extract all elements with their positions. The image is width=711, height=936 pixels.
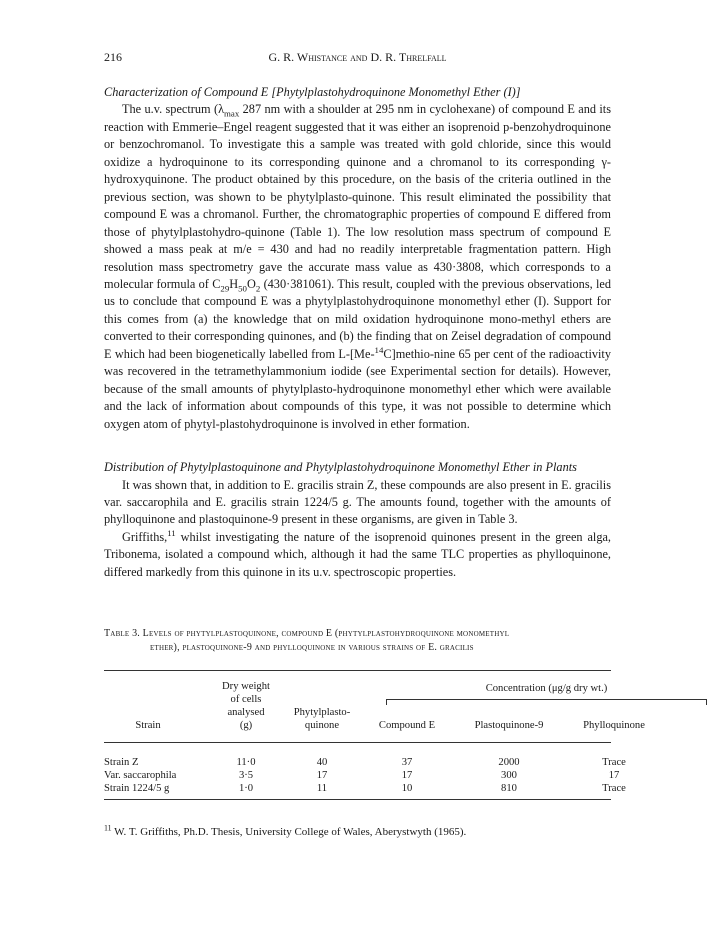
header-phytylplastoquinone: Phytylplasto- quinone — [293, 707, 351, 731]
concentration-brace — [386, 699, 707, 708]
cell-compound-e: 37 — [401, 757, 413, 768]
cell-compound-e: 10 — [401, 783, 413, 794]
header-plastoquinone-9: Plastoquinone-9 — [474, 720, 544, 731]
article-body — [104, 84, 611, 581]
paragraph-characterization: The u.v. spectrum ($\lambda_{max}$ 287 nm with a shoulder at 295 nm in cyclohexane) of compound E and its reaction with Emmerie–Engel reagent suggested that it was either an isoprenoid p-benzohydroquinone or benzochromanol. To investigate this a sample was treated with gold chloride, since this would oxidize a hydroquinone to its corresponding quinone and a chromanol to its corresponding γ-hydroxyquinone. The product obtained by this procedure, on the basis of the criteria outlined in the previous section, was shown to be phytylplasto-quinone. This result eliminated the possibility that compound E was a chromanol. Further, the chromatographic properties of compound E differed from those of phytylplastohydro-quinone (Table 1). The low resolution mass spectrum of compound E showed a mass peak at m/e = 430 and had no readily interpretable fragmentation pattern. High resolution mass spectrometry gave the accurate mass value as 430·3808, which corresponds to a molecular formula of $C_{29}H_{50}O_2$ (430·381061). This result, coupled with the previous observations, led us to conclude that compound E was a phytylplastohydroquinone monomethyl ether (I). Support for this comes from (a) the knowledge that on mild oxidation hydroquinone mono-methyl ethers are converted to their corresponding quinones, and (b) the finding that on Zeisel degradation of compound E which had been biogenetically labelled from L-[Me-$^{14}$C]methio-nine 65 per cent of the radioactivity was recovered in the tetramethylammonium iodide (see Experimental section for details). However, because of the small amounts of phytylplasto-hydroquinone monomethyl ether which were available and the lack of information about compounds of this type, it was not possible to determine which oxygen atom of phytyl-plastohydroquinone is involved in ether formation. — [104, 102, 612, 431]
running-head: G. R. Whistance and D. R. Threlfall — [268, 50, 447, 64]
table-header-rule — [104, 742, 611, 743]
table-top-rule — [104, 670, 611, 671]
page-number: 216 — [104, 50, 122, 64]
paragraph-griffiths: Griffiths,$^{11}$ whilst investigating the nature of the isoprenoid quinones present in the green alga, Tribonema, isolated a compound which, although it had the same TLC properties as phylloquinone, differed markedly from this quinone in its u.v. spectroscopic properties. — [104, 527, 611, 579]
page-header — [104, 50, 611, 68]
cell-compound-e: 17 — [401, 770, 413, 781]
cell-phyllo: Trace — [602, 783, 626, 794]
section-heading-characterization: Characterization of Compound E [Phytylplastohydroquinone Monomethyl Ether (I)] — [104, 85, 521, 99]
paragraph-distribution: It was shown that, in addition to E. gracilis strain Z, these compounds are also present in E. gracilis var. saccarophila and E. gracilis strain 1224/5 g. The amounts found, together with the amounts of phylloquinone and plastoquinone-9 present in these organisms, are given in Table 3. — [104, 477, 611, 527]
footnote: $^{11}$ W. T. Griffiths, Ph.D. Thesis, University College of Wales, Aberystwyth (1965). — [104, 823, 467, 838]
cell-phytyl: 40 — [316, 757, 328, 768]
cell-phyllo: 17 — [608, 770, 620, 781]
table-bottom-rule — [104, 799, 611, 800]
cell-dry: 1·0 — [238, 783, 254, 794]
cell-dry: 3·5 — [238, 770, 254, 781]
cell-strain: Var. saccarophila — [104, 770, 177, 781]
cell-phyllo: Trace — [602, 757, 626, 768]
header-compound-e: Compound E — [378, 720, 436, 731]
cell-strain: Strain Z — [104, 757, 139, 768]
cell-strain: Strain 1224/5 g — [104, 783, 170, 794]
cell-pq9: 810 — [501, 783, 517, 794]
cell-dry: 11·0 — [236, 757, 256, 768]
header-phylloquinone: Phylloquinone — [583, 720, 645, 731]
cell-phytyl: 17 — [316, 770, 328, 781]
header-dry-weight: Dry weight of cells analysed (g) — [222, 681, 270, 731]
cell-pq9: 300 — [501, 770, 517, 781]
header-strain: Strain — [135, 720, 161, 731]
cell-phytyl: 11 — [316, 783, 328, 794]
cell-pq9: 2000 — [498, 757, 520, 768]
section-heading-distribution: Distribution of Phytylplastoquinone and Phytylplastohydroquinone Monomethyl Ether in Plants — [104, 460, 577, 475]
header-concentration: Concentration (μg/g dry wt.) — [485, 683, 608, 694]
table-caption: Table 3. Levels of phytylplastoquinone, compound E (phytylplastohydroquinone monomethyl ether), plastoquinone-9 and phylloquinone in various strains of E. gracilis — [104, 628, 510, 653]
